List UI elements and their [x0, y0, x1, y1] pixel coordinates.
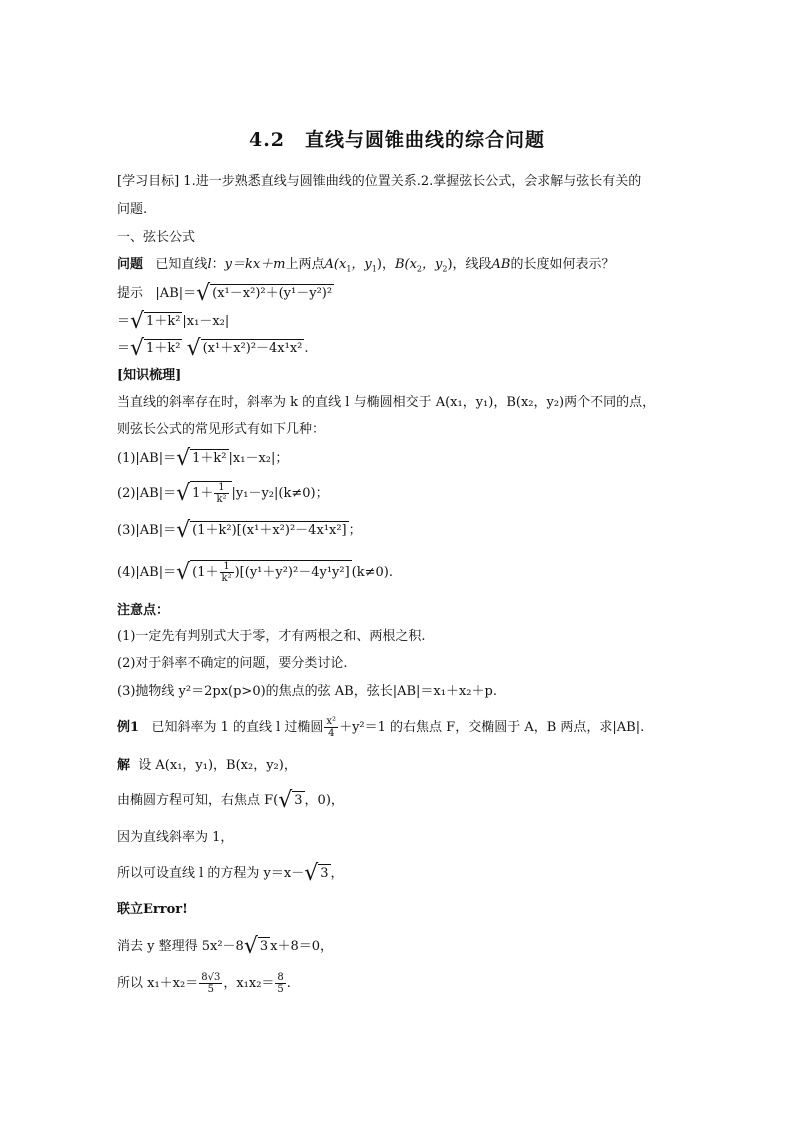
formula-1-radicand: 1＋k²	[192, 451, 227, 466]
point-a-y: ，y	[351, 257, 372, 272]
solution-step-4-end: ，	[330, 866, 344, 881]
hint-radicand-1: (x¹－x²)²＋(y¹－y²)²	[212, 286, 333, 301]
sqrt-sign: √	[130, 336, 145, 361]
knowledge-label: [知识梳理]	[117, 368, 182, 383]
sub-1b: 1	[371, 264, 377, 274]
sqrt-sign: √	[176, 518, 191, 543]
sqrt-sign: √	[186, 336, 201, 361]
radicand: 3	[259, 939, 269, 954]
solution-line-3: 因为直线斜率为 1，	[117, 830, 234, 845]
denominator: k²	[216, 494, 227, 505]
point-b-end: )，线段	[447, 257, 492, 272]
point-b: B(x	[394, 257, 417, 272]
example-label: 例1	[117, 720, 140, 735]
solution-step-6-end: x＋8＝0，	[270, 939, 334, 954]
hint-radicand-3a: 1＋k²	[146, 341, 181, 356]
solution-step-7-mid: ，x₁x₂＝	[223, 976, 275, 991]
hint-line-1	[117, 281, 334, 306]
radicand: 3	[294, 793, 303, 808]
fraction	[220, 561, 234, 584]
segment-ab: AB	[491, 257, 511, 272]
sqrt-sign: √	[176, 481, 191, 506]
formula-4-radicand: (1＋ $\frac{1}{\text{k²}}$ )[(y¹＋y²)²－4y¹y²]	[192, 561, 350, 584]
question-text: 已知直线	[155, 257, 208, 272]
solution-line-5: 联立Error!	[117, 902, 188, 917]
formula-1-left: (1)|AB|＝	[117, 451, 177, 466]
numerator: 8	[277, 972, 284, 983]
denominator: 5	[207, 984, 214, 995]
denominator: 4	[328, 728, 335, 739]
hint-label: 提示	[117, 286, 144, 301]
formula-2-right: |y₁－y₂|(k≠0)；	[231, 486, 329, 501]
hint-line-2	[117, 309, 230, 334]
formula-1	[117, 446, 289, 471]
hint-radicand-2: 1＋k²	[146, 314, 181, 329]
note-3: (3)抛物线 y²＝2px(p>0)的焦点的弦 AB，弦长|AB|＝x₁＋x₂＋p.	[117, 684, 497, 699]
sqrt-sign: √	[130, 309, 145, 334]
solution-line-7	[117, 972, 291, 995]
solution-line-1	[117, 757, 297, 775]
solution-step-2-end: ，0)，	[304, 793, 344, 808]
example-text-end: ＋y²＝1 的右焦点 F，交椭圆于 A，B 两点，求|AB|.	[339, 720, 645, 735]
knowledge-line-1: 当直线的斜率存在时，斜率为 k 的直线 l 与椭圆相交于 A(x₁，y₁)，B(x₂，y₂)两个不同的点，	[117, 395, 656, 410]
solution-step-4: 所以可设直线 l 的方程为 y＝x－	[117, 866, 305, 881]
sub-1: 1	[346, 264, 352, 274]
point-a: A(x	[324, 257, 347, 272]
fraction	[275, 972, 285, 995]
formula-3	[117, 518, 362, 543]
fraction	[199, 972, 222, 995]
hint-abs-ab: |AB|＝	[155, 286, 197, 301]
numerator: 1	[220, 561, 234, 573]
denominator: k²	[221, 573, 232, 584]
formula-4	[117, 560, 393, 584]
solution-line-4	[117, 861, 344, 886]
example-text: 已知斜率为 1 的直线 l 过椭圆	[151, 720, 324, 735]
formula-1-right: |x₁－x₂|；	[228, 451, 289, 466]
objective-text-2: 问题.	[117, 202, 148, 217]
knowledge-line-2: 则弦长公式的常见形式有如下几种：	[117, 422, 326, 437]
sqrt-sign: √	[278, 788, 293, 813]
formula-3-radicand: (1＋k²)[(x¹＋x²)²－4x¹x²]	[192, 523, 347, 538]
solution-line-2	[117, 788, 344, 813]
question-label: 问题	[117, 257, 144, 272]
formula-2-left: (2)|AB|＝	[117, 486, 177, 501]
period: .	[304, 341, 309, 356]
colon: ：	[211, 257, 225, 272]
question-line	[117, 256, 615, 274]
notes-label: 注意点：	[117, 603, 170, 618]
numerator: 1	[214, 482, 228, 494]
denominator: 5	[277, 984, 284, 995]
section-heading-chord-length: 一、弦长公式	[117, 230, 196, 245]
solution-step-6: 消去 y 整理得 5x²－8	[117, 939, 244, 954]
ellipse-fraction	[324, 716, 338, 739]
formula-3-left: (3)|AB|＝	[117, 523, 177, 538]
note-1: (1)一定先有判别式大于零，才有两根之和、两根之积.	[117, 629, 426, 644]
formula-3-right: ；	[348, 523, 362, 538]
one-plus: 1＋	[197, 565, 219, 580]
solution-step-1: 设 A(x₁，y₁)，B(x₂，y₂)，	[138, 758, 297, 773]
question-text-mid: 上两点	[285, 257, 325, 272]
numerator: 8√3	[201, 972, 221, 983]
sqrt-sign: √	[243, 934, 258, 959]
formula-4-rest: [(y¹＋y²)²－4y¹y²]	[239, 565, 350, 580]
formula-4-left: (4)|AB|＝	[117, 565, 177, 580]
formula-2	[117, 481, 329, 505]
objective-text-1: 1.进一步熟悉直线与圆锥曲线的位置关系.2.掌握弦长公式，会求解与弦长有关的	[183, 174, 642, 189]
point-a-end: )，	[376, 257, 395, 272]
period: .	[286, 976, 291, 991]
solution-label: 解	[117, 758, 131, 773]
hint-line-3	[117, 336, 309, 361]
numerator: x²	[326, 716, 337, 727]
point-b-y: ，y	[422, 257, 443, 272]
one-plus: 1＋	[192, 486, 214, 501]
sub-2b: 2	[442, 264, 448, 274]
solution-step-2: 由椭圆方程可知，右焦点 F(	[117, 793, 279, 808]
equals: ＝	[117, 341, 131, 356]
line-symbol: l	[207, 257, 212, 272]
page-title: 4.2 直线与圆锥曲线的综合问题	[248, 129, 546, 151]
sqrt-sign: √	[176, 446, 191, 471]
solution-step-7: 所以 x₁＋x₂＝	[117, 976, 199, 991]
hint-radicand-3b: (x¹＋x²)²－4x¹x²	[202, 341, 303, 356]
sqrt-sign: √	[196, 281, 211, 306]
formula-2-radicand	[190, 481, 231, 505]
note-2: (2)对于斜率不确定的问题，要分类讨论.	[117, 656, 348, 671]
learning-objective	[117, 173, 641, 191]
sqrt-sign: √	[176, 560, 191, 585]
line-equation: y＝kx＋m	[224, 257, 286, 272]
question-text-end: 的长度如何表示？	[510, 257, 615, 272]
equals: ＝	[117, 314, 131, 329]
sqrt-sign: √	[304, 861, 319, 886]
radicand: 3	[320, 866, 329, 881]
formula-4-right: (k≠0).	[351, 565, 393, 580]
example-1	[117, 716, 644, 739]
sub-2: 2	[416, 264, 423, 274]
fraction	[214, 482, 228, 505]
objective-label: [学习目标]	[117, 174, 180, 189]
hint-abs-x: |x₁－x₂|	[182, 314, 230, 329]
solution-line-6	[117, 934, 334, 959]
